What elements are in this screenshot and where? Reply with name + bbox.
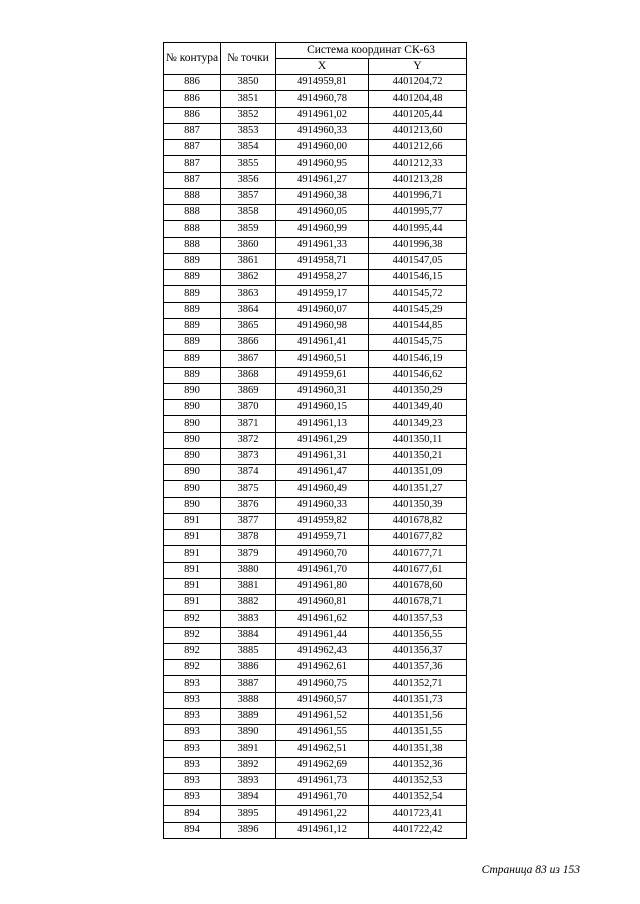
cell-y: 4401357,53	[369, 611, 467, 627]
cell-y: 4401350,21	[369, 448, 467, 464]
cell-contour-no: 889	[164, 286, 221, 302]
cell-x: 4914958,27	[276, 270, 369, 286]
table-row	[164, 578, 467, 594]
cell-y: 4401212,66	[369, 140, 467, 156]
cell-y: 4401213,60	[369, 123, 467, 139]
cell-y: 4401204,48	[369, 91, 467, 107]
cell-contour-no: 890	[164, 416, 221, 432]
cell-y: 4401722,42	[369, 822, 467, 838]
cell-contour-no: 886	[164, 75, 221, 91]
cell-y: 4401357,36	[369, 660, 467, 676]
cell-y: 4401678,60	[369, 578, 467, 594]
cell-contour-no: 888	[164, 188, 221, 204]
cell-x: 4914960,81	[276, 595, 369, 611]
cell-point-no: 3874	[221, 465, 276, 481]
cell-x: 4914960,05	[276, 205, 369, 221]
cell-point-no: 3868	[221, 367, 276, 383]
table-row	[164, 172, 467, 188]
table-row	[164, 351, 467, 367]
cell-y: 4401349,23	[369, 416, 467, 432]
cell-contour-no: 894	[164, 806, 221, 822]
table-row	[164, 708, 467, 724]
table-row	[164, 676, 467, 692]
cell-x: 4914960,00	[276, 140, 369, 156]
cell-x: 4914960,15	[276, 400, 369, 416]
cell-contour-no: 891	[164, 513, 221, 529]
cell-x: 4914960,78	[276, 91, 369, 107]
cell-y: 4401352,36	[369, 757, 467, 773]
cell-contour-no: 886	[164, 91, 221, 107]
cell-point-no: 3870	[221, 400, 276, 416]
cell-point-no: 3857	[221, 188, 276, 204]
table-header	[164, 43, 467, 75]
cell-contour-no: 892	[164, 643, 221, 659]
cell-point-no: 3882	[221, 595, 276, 611]
cell-point-no: 3886	[221, 660, 276, 676]
table-row	[164, 383, 467, 399]
table-row	[164, 416, 467, 432]
cell-x: 4914960,75	[276, 676, 369, 692]
cell-x: 4914962,51	[276, 741, 369, 757]
cell-x: 4914961,02	[276, 107, 369, 123]
cell-contour-no: 891	[164, 595, 221, 611]
cell-x: 4914960,38	[276, 188, 369, 204]
cell-x: 4914960,31	[276, 383, 369, 399]
cell-point-no: 3878	[221, 530, 276, 546]
cell-contour-no: 889	[164, 270, 221, 286]
cell-x: 4914960,07	[276, 302, 369, 318]
table-row	[164, 156, 467, 172]
cell-point-no: 3854	[221, 140, 276, 156]
cell-point-no: 3894	[221, 790, 276, 806]
cell-point-no: 3861	[221, 253, 276, 269]
cell-point-no: 3871	[221, 416, 276, 432]
cell-y: 4401995,77	[369, 205, 467, 221]
header-x: X	[276, 59, 369, 75]
cell-x: 4914961,47	[276, 465, 369, 481]
cell-x: 4914961,80	[276, 578, 369, 594]
header-coordinate-system: Система координат СК-63	[276, 43, 467, 59]
cell-point-no: 3876	[221, 497, 276, 513]
cell-x: 4914961,27	[276, 172, 369, 188]
cell-x: 4914962,69	[276, 757, 369, 773]
cell-point-no: 3895	[221, 806, 276, 822]
cell-point-no: 3852	[221, 107, 276, 123]
cell-x: 4914960,33	[276, 123, 369, 139]
header-point-no: № точки	[221, 43, 276, 75]
table-row	[164, 530, 467, 546]
cell-x: 4914960,33	[276, 497, 369, 513]
cell-point-no: 3885	[221, 643, 276, 659]
cell-y: 4401545,72	[369, 286, 467, 302]
cell-contour-no: 889	[164, 302, 221, 318]
cell-x: 4914961,70	[276, 790, 369, 806]
cell-x: 4914958,71	[276, 253, 369, 269]
cell-contour-no: 890	[164, 448, 221, 464]
cell-point-no: 3890	[221, 725, 276, 741]
cell-y: 4401996,38	[369, 237, 467, 253]
cell-x: 4914959,17	[276, 286, 369, 302]
cell-y: 4401213,28	[369, 172, 467, 188]
cell-y: 4401351,38	[369, 741, 467, 757]
cell-point-no: 3875	[221, 481, 276, 497]
cell-y: 4401545,29	[369, 302, 467, 318]
table-row	[164, 790, 467, 806]
table-row	[164, 757, 467, 773]
table-row	[164, 400, 467, 416]
cell-point-no: 3850	[221, 75, 276, 91]
cell-x: 4914961,41	[276, 335, 369, 351]
table-row	[164, 367, 467, 383]
cell-contour-no: 894	[164, 822, 221, 838]
table-row	[164, 75, 467, 91]
cell-point-no: 3863	[221, 286, 276, 302]
cell-contour-no: 893	[164, 790, 221, 806]
cell-point-no: 3872	[221, 432, 276, 448]
table-row	[164, 335, 467, 351]
table-body	[164, 75, 467, 839]
cell-contour-no: 889	[164, 351, 221, 367]
cell-y: 4401544,85	[369, 318, 467, 334]
cell-y: 4401356,37	[369, 643, 467, 659]
cell-x: 4914960,98	[276, 318, 369, 334]
cell-y: 4401546,19	[369, 351, 467, 367]
cell-x: 4914961,12	[276, 822, 369, 838]
cell-x: 4914959,61	[276, 367, 369, 383]
cell-x: 4914960,95	[276, 156, 369, 172]
table-row	[164, 497, 467, 513]
table-row	[164, 773, 467, 789]
cell-point-no: 3880	[221, 562, 276, 578]
cell-x: 4914961,13	[276, 416, 369, 432]
table-row	[164, 595, 467, 611]
cell-y: 4401546,15	[369, 270, 467, 286]
cell-contour-no: 887	[164, 156, 221, 172]
cell-y: 4401350,29	[369, 383, 467, 399]
cell-y: 4401678,71	[369, 595, 467, 611]
table-row	[164, 91, 467, 107]
cell-contour-no: 887	[164, 140, 221, 156]
cell-point-no: 3864	[221, 302, 276, 318]
table-row	[164, 481, 467, 497]
cell-contour-no: 891	[164, 546, 221, 562]
cell-contour-no: 889	[164, 253, 221, 269]
cell-x: 4914961,62	[276, 611, 369, 627]
cell-contour-no: 892	[164, 660, 221, 676]
cell-point-no: 3881	[221, 578, 276, 594]
cell-y: 4401352,71	[369, 676, 467, 692]
cell-point-no: 3859	[221, 221, 276, 237]
cell-y: 4401352,53	[369, 773, 467, 789]
cell-contour-no: 893	[164, 741, 221, 757]
table-row	[164, 448, 467, 464]
cell-x: 4914961,55	[276, 725, 369, 741]
cell-point-no: 3893	[221, 773, 276, 789]
table-row	[164, 643, 467, 659]
cell-contour-no: 888	[164, 205, 221, 221]
cell-y: 4401351,55	[369, 725, 467, 741]
cell-point-no: 3884	[221, 627, 276, 643]
cell-contour-no: 890	[164, 400, 221, 416]
cell-x: 4914960,57	[276, 692, 369, 708]
cell-contour-no: 892	[164, 611, 221, 627]
cell-contour-no: 893	[164, 773, 221, 789]
cell-y: 4401546,62	[369, 367, 467, 383]
table-row	[164, 513, 467, 529]
cell-point-no: 3862	[221, 270, 276, 286]
cell-y: 4401350,11	[369, 432, 467, 448]
table-row	[164, 725, 467, 741]
cell-contour-no: 886	[164, 107, 221, 123]
cell-contour-no: 892	[164, 627, 221, 643]
cell-point-no: 3892	[221, 757, 276, 773]
table-row	[164, 302, 467, 318]
cell-y: 4401678,82	[369, 513, 467, 529]
cell-point-no: 3896	[221, 822, 276, 838]
table-row	[164, 465, 467, 481]
header-y: Y	[369, 59, 467, 75]
cell-point-no: 3883	[221, 611, 276, 627]
cell-contour-no: 890	[164, 432, 221, 448]
cell-x: 4914961,33	[276, 237, 369, 253]
cell-contour-no: 887	[164, 123, 221, 139]
table-row	[164, 123, 467, 139]
cell-point-no: 3865	[221, 318, 276, 334]
cell-y: 4401677,82	[369, 530, 467, 546]
table-row	[164, 286, 467, 302]
table-row	[164, 822, 467, 838]
cell-y: 4401545,75	[369, 335, 467, 351]
cell-contour-no: 889	[164, 335, 221, 351]
cell-y: 4401350,39	[369, 497, 467, 513]
cell-y: 4401356,55	[369, 627, 467, 643]
coordinates-table	[163, 42, 467, 839]
table-row	[164, 107, 467, 123]
cell-x: 4914961,31	[276, 448, 369, 464]
cell-contour-no: 888	[164, 237, 221, 253]
header-row-top	[164, 43, 467, 59]
table-row	[164, 627, 467, 643]
table-row	[164, 611, 467, 627]
table-row	[164, 692, 467, 708]
cell-point-no: 3851	[221, 91, 276, 107]
table-row	[164, 221, 467, 237]
cell-contour-no: 890	[164, 465, 221, 481]
cell-contour-no: 889	[164, 367, 221, 383]
cell-point-no: 3887	[221, 676, 276, 692]
cell-x: 4914959,71	[276, 530, 369, 546]
table-row	[164, 318, 467, 334]
cell-contour-no: 893	[164, 692, 221, 708]
cell-x: 4914961,22	[276, 806, 369, 822]
cell-contour-no: 887	[164, 172, 221, 188]
table-row	[164, 237, 467, 253]
cell-y: 4401204,72	[369, 75, 467, 91]
cell-y: 4401723,41	[369, 806, 467, 822]
cell-contour-no: 891	[164, 530, 221, 546]
cell-y: 4401677,61	[369, 562, 467, 578]
cell-contour-no: 891	[164, 578, 221, 594]
cell-contour-no: 889	[164, 318, 221, 334]
cell-x: 4914961,73	[276, 773, 369, 789]
cell-y: 4401351,56	[369, 708, 467, 724]
cell-x: 4914960,49	[276, 481, 369, 497]
cell-contour-no: 893	[164, 757, 221, 773]
cell-contour-no: 888	[164, 221, 221, 237]
cell-y: 4401349,40	[369, 400, 467, 416]
cell-point-no: 3860	[221, 237, 276, 253]
cell-point-no: 3877	[221, 513, 276, 529]
table-row	[164, 205, 467, 221]
cell-x: 4914961,44	[276, 627, 369, 643]
cell-x: 4914960,70	[276, 546, 369, 562]
cell-y: 4401547,05	[369, 253, 467, 269]
cell-point-no: 3873	[221, 448, 276, 464]
table-row	[164, 253, 467, 269]
cell-y: 4401677,71	[369, 546, 467, 562]
cell-point-no: 3867	[221, 351, 276, 367]
cell-y: 4401212,33	[369, 156, 467, 172]
cell-x: 4914961,52	[276, 708, 369, 724]
cell-point-no: 3879	[221, 546, 276, 562]
table-row	[164, 562, 467, 578]
cell-y: 4401352,54	[369, 790, 467, 806]
table-row	[164, 806, 467, 822]
cell-x: 4914960,51	[276, 351, 369, 367]
cell-y: 4401351,27	[369, 481, 467, 497]
cell-contour-no: 893	[164, 676, 221, 692]
table-row	[164, 741, 467, 757]
cell-y: 4401351,09	[369, 465, 467, 481]
cell-x: 4914959,82	[276, 513, 369, 529]
cell-point-no: 3858	[221, 205, 276, 221]
cell-x: 4914961,29	[276, 432, 369, 448]
cell-point-no: 3856	[221, 172, 276, 188]
table-row	[164, 432, 467, 448]
cell-contour-no: 890	[164, 497, 221, 513]
cell-point-no: 3853	[221, 123, 276, 139]
cell-x: 4914962,43	[276, 643, 369, 659]
cell-contour-no: 890	[164, 481, 221, 497]
cell-x: 4914960,99	[276, 221, 369, 237]
table-row	[164, 660, 467, 676]
cell-point-no: 3888	[221, 692, 276, 708]
cell-contour-no: 893	[164, 725, 221, 741]
cell-contour-no: 891	[164, 562, 221, 578]
cell-contour-no: 890	[164, 383, 221, 399]
cell-point-no: 3891	[221, 741, 276, 757]
cell-point-no: 3866	[221, 335, 276, 351]
cell-y: 4401996,71	[369, 188, 467, 204]
cell-point-no: 3855	[221, 156, 276, 172]
table-row	[164, 140, 467, 156]
cell-x: 4914962,61	[276, 660, 369, 676]
table-row	[164, 546, 467, 562]
cell-y: 4401205,44	[369, 107, 467, 123]
cell-x: 4914959,81	[276, 75, 369, 91]
table-row	[164, 270, 467, 286]
page-number: Страница 83 из 153	[481, 864, 580, 876]
cell-contour-no: 893	[164, 708, 221, 724]
cell-y: 4401351,73	[369, 692, 467, 708]
header-contour-no: № контура	[164, 43, 221, 75]
cell-y: 4401995,44	[369, 221, 467, 237]
cell-point-no: 3889	[221, 708, 276, 724]
table-row	[164, 188, 467, 204]
cell-point-no: 3869	[221, 383, 276, 399]
cell-x: 4914961,70	[276, 562, 369, 578]
